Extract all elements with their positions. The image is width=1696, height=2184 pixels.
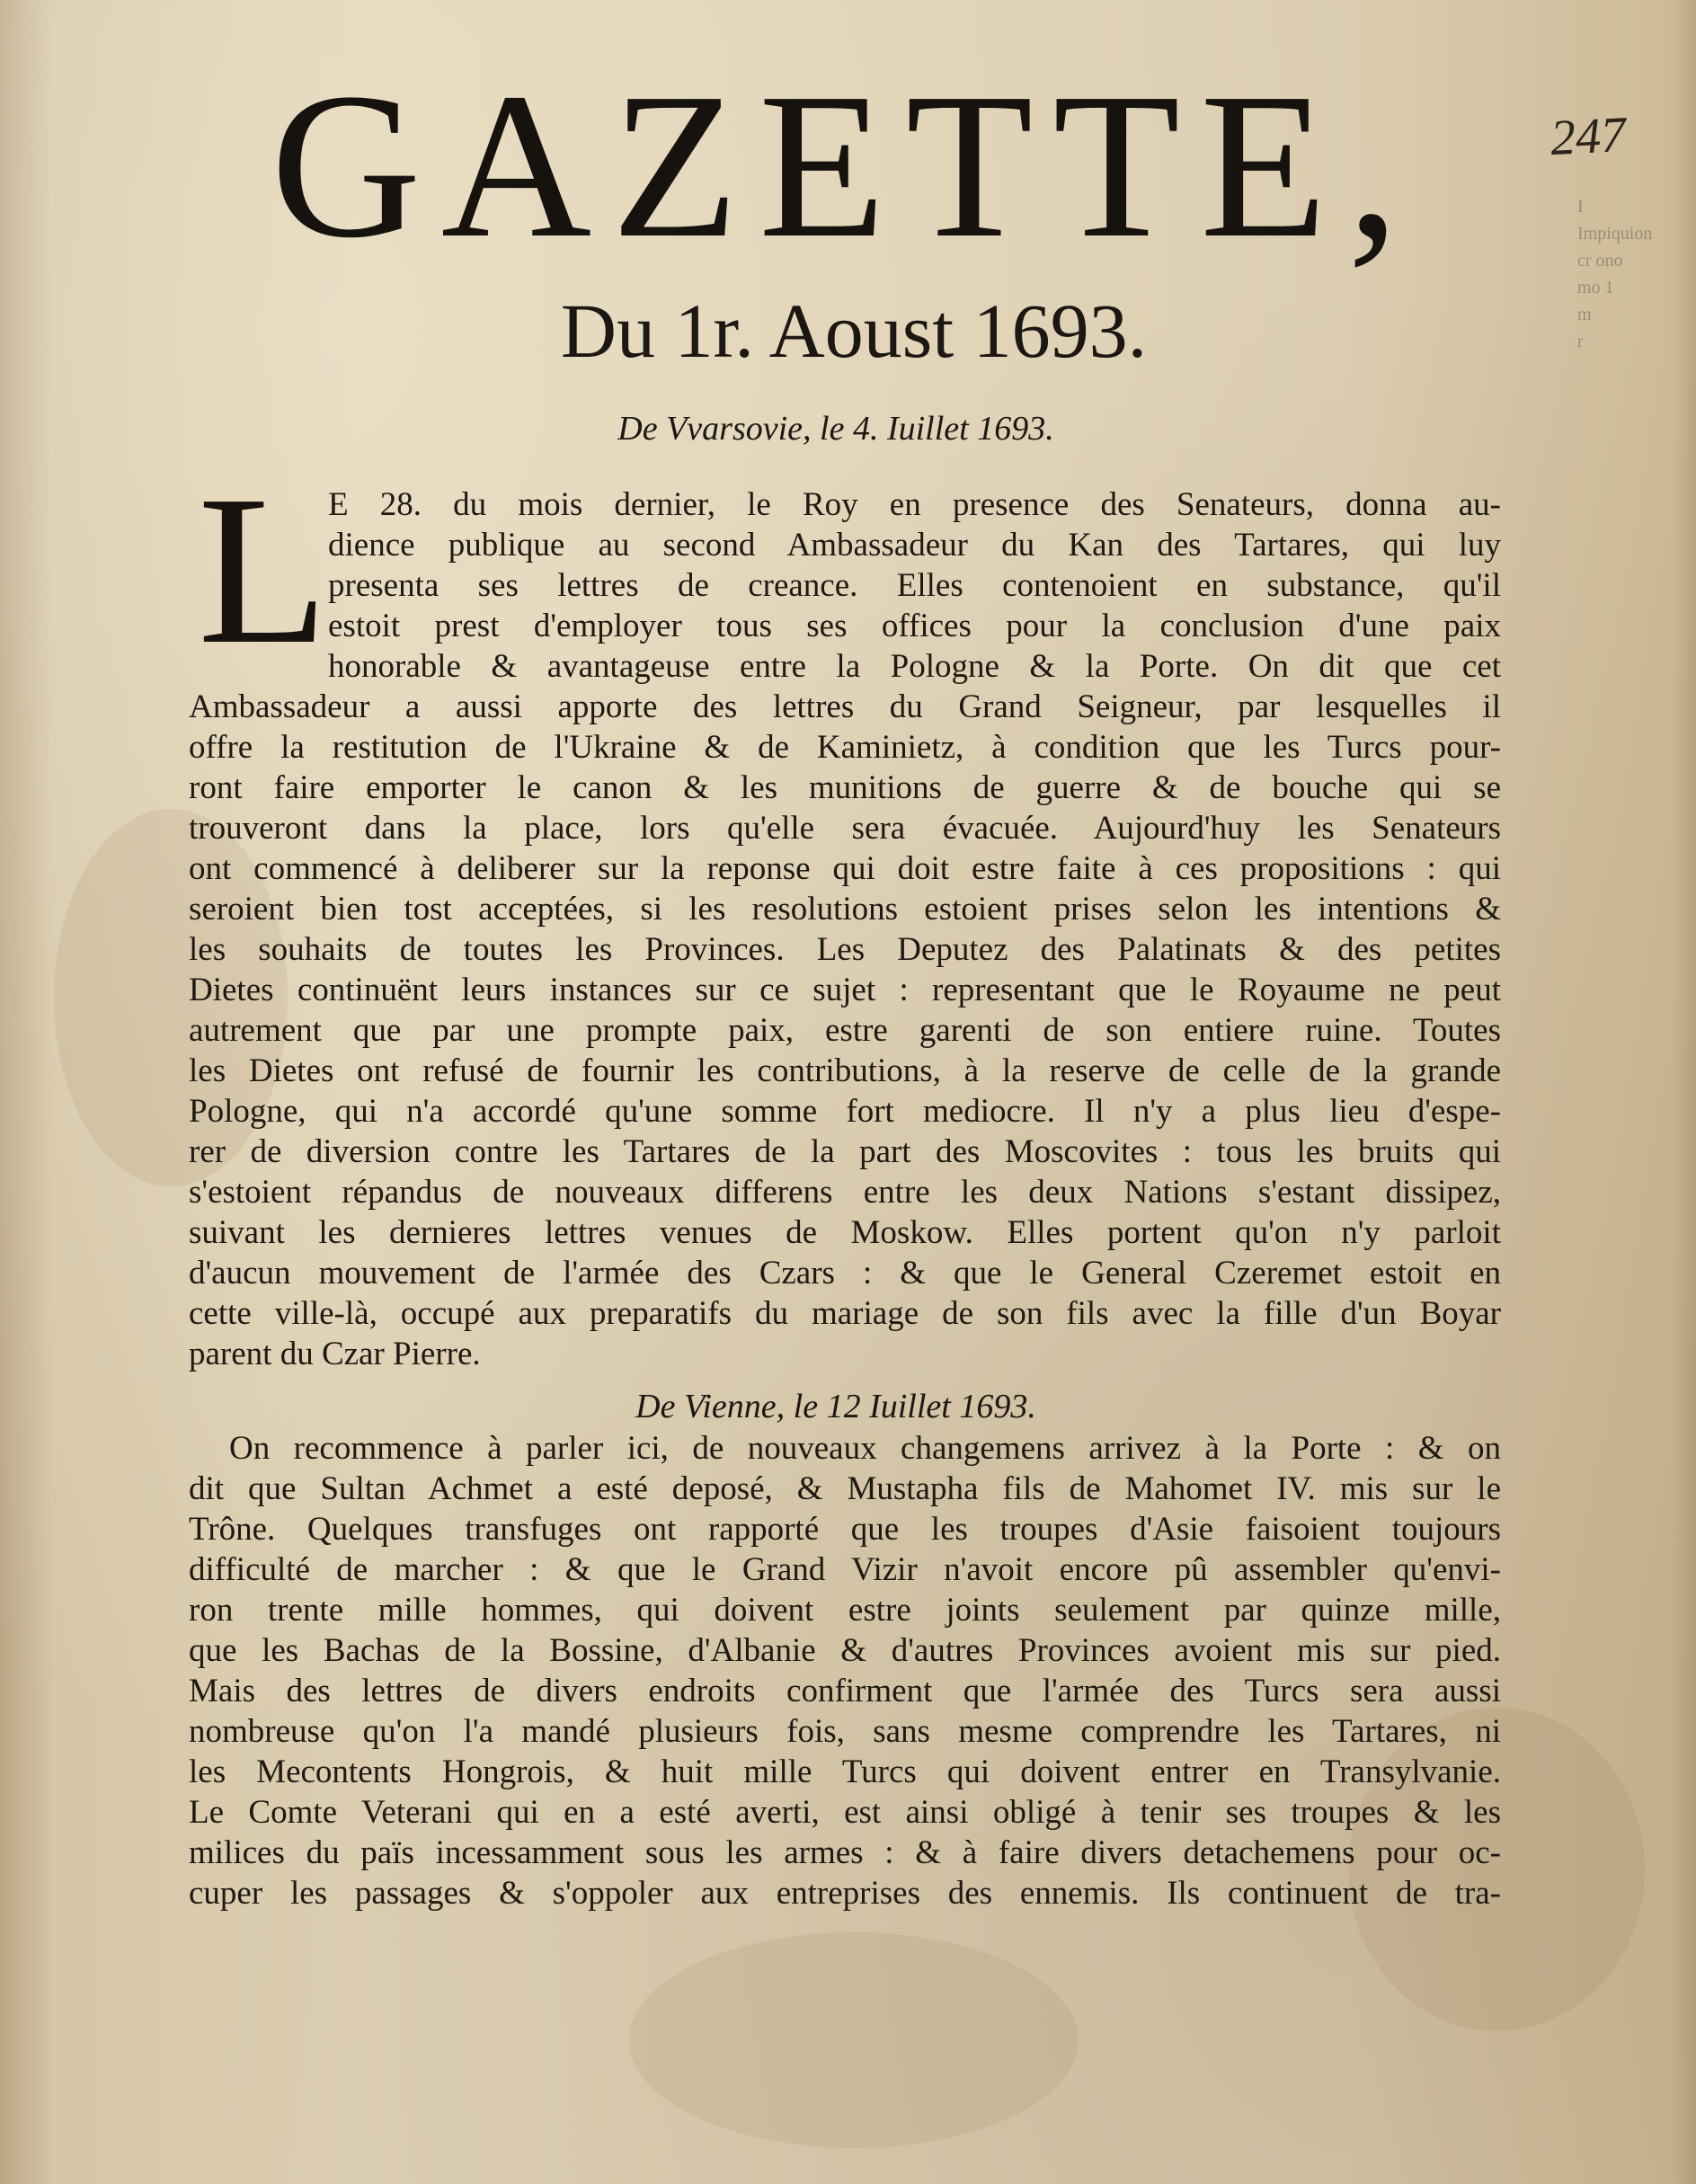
- text-line: Le Comte Veterani qui en a esté averti, est ainsi obligé à tenir ses troupes & les: [189, 1794, 1501, 1831]
- text-line: E 28. du mois dernier, le Roy en presence des Senateurs, donna au-: [328, 486, 1501, 523]
- bleed-line: mo 1: [1577, 278, 1614, 297]
- text-line: rer de diversion contre les Tartares de la part des Moscovites : tous les bruits qui: [189, 1133, 1501, 1170]
- dateline-vienna: De Vienne, le 12 Iuillet 1693.: [635, 1388, 1036, 1425]
- text-line: Ambassadeur a aussi apporte des lettres du Grand Seigneur, par lesquelles il: [189, 688, 1501, 725]
- text-line: Dietes continuënt leurs instances sur ce sujet : representant que le Royaume ne peut: [189, 972, 1501, 1008]
- text-line: milices du païs incessamment sous les armes : & à faire divers detachemens pour oc-: [189, 1834, 1501, 1871]
- text-line: que les Bachas de la Bossine, d'Albanie & d'autres Provinces avoient mis sur pied.: [189, 1632, 1501, 1669]
- text-line: ront faire emporter le canon & les munitions de guerre & de bouche qui se: [189, 769, 1501, 806]
- text-line: difficulté de marcher : & que le Grand Vizir n'avoit encore pû assembler qu'envi-: [189, 1551, 1501, 1588]
- text-line: Mais des lettres de divers endroits confirment que l'armée des Turcs sera aussi: [189, 1673, 1501, 1709]
- text-line: les Mecontents Hongrois, & huit mille Turcs qui doivent entrer en Transylvanie.: [189, 1753, 1501, 1790]
- bleed-line: m: [1577, 305, 1592, 324]
- folio-number: 247: [1549, 106, 1628, 167]
- text-line: honorable & avantageuse entre la Pologne & la Porte. On dit que cet: [328, 648, 1501, 685]
- text-line: trouveront dans la place, lors qu'elle sera évacuée. Aujourd'huy les Senateurs: [189, 810, 1501, 847]
- text-line: s'estoient répandus de nouveaux differens entre les deux Nations s'estant dissipez,: [189, 1174, 1501, 1211]
- bleed-line: r: [1577, 332, 1584, 351]
- text-line: On recommence à parler ici, de nouveaux changemens arrivez à la Porte : & on: [229, 1430, 1501, 1467]
- text-line: Trône. Quelques transfuges ont rapporté que les troupes d'Asie faisoient toujours: [189, 1511, 1501, 1548]
- text-line: parent du Czar Pierre.: [189, 1336, 481, 1372]
- dateline-warsaw: De Vvarsovie, le 4. Iuillet 1693.: [617, 410, 1054, 448]
- text-line: offre la restitution de l'Ukraine & de Kaminietz, à condition que les Turcs pour-: [189, 729, 1501, 766]
- issue-date: Du 1r. Aoust 1693.: [560, 288, 1148, 374]
- bleed-line: cr ono: [1577, 251, 1623, 271]
- text-line: cuper les passages & s'oppoler aux entreprises des ennemis. Ils continuent de tra-: [189, 1875, 1501, 1912]
- bleed-line: Impiquion: [1577, 224, 1653, 244]
- text-line: dit que Sultan Achmet a esté deposé, & Mustapha fils de Mahomet IV. mis sur le: [189, 1470, 1501, 1507]
- drop-cap: L: [198, 452, 329, 688]
- text-line: d'aucun mouvement de l'armée des Czars : & que le General Czeremet estoit en: [189, 1255, 1501, 1292]
- masthead-title: GAZETTE,: [271, 50, 1419, 281]
- text-line: ont commencé à deliberer sur la reponse qui doit estre faite à ces propositions : qui: [189, 850, 1501, 887]
- paper-stain: [629, 1932, 1079, 2148]
- text-line: ron trente mille hommes, qui doivent estre joints seulement par quinze mille,: [189, 1592, 1501, 1629]
- text-line: nombreuse qu'on l'a mandé plusieurs fois, sans mesme comprendre les Tartares, ni: [189, 1713, 1501, 1750]
- text-line: Pologne, qui n'a accordé qu'une somme fort mediocre. Il n'y a plus lieu d'espe-: [189, 1093, 1501, 1130]
- text-line: cette ville-là, occupé aux preparatifs du mariage de son fils avec la fille d'un Boyar: [189, 1295, 1501, 1332]
- text-line: suivant les dernieres lettres venues de Moskow. Elles portent qu'on n'y parloit: [189, 1214, 1501, 1251]
- text-line: estoit prest d'employer tous ses offices pour la conclusion d'une paix: [328, 608, 1501, 644]
- bleed-line: I: [1577, 197, 1584, 217]
- text-line: dience publique au second Ambassadeur du Kan des Tartares, qui luy: [328, 527, 1501, 564]
- text-line: seroient bien tost acceptées, si les resolutions estoient prises selon les intentions &: [189, 891, 1501, 928]
- text-line: presenta ses lettres de creance. Elles contenoient en substance, qu'il: [328, 567, 1501, 604]
- bleed-through-text: [1577, 193, 1685, 355]
- text-line: autrement que par une prompte paix, estre garenti de son entiere ruine. Toutes: [189, 1012, 1501, 1049]
- text-line: les Dietes ont refusé de fournir les contributions, à la reserve de celle de la grande: [189, 1052, 1501, 1089]
- text-line: les souhaits de toutes les Provinces. Les Deputez des Palatinats & des petites: [189, 931, 1501, 968]
